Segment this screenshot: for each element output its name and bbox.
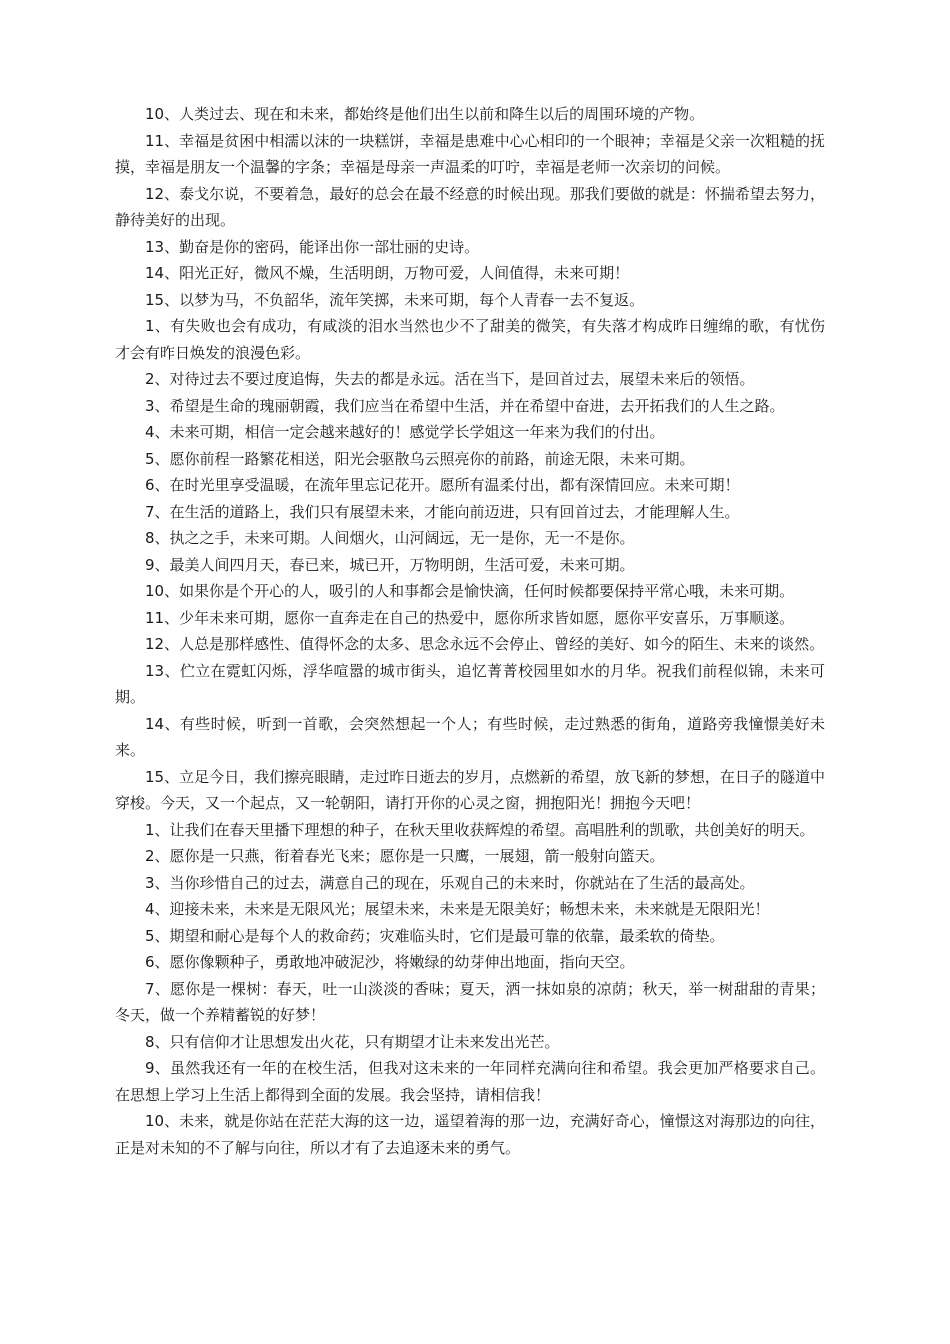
paragraph: 13、伫立在霓虹闪烁，浮华喧嚣的城市街头，追忆菁菁校园里如水的月华。祝我们前程似锦，未来可期。 (115, 661, 825, 706)
paragraph: 1、有失败也会有成功，有咸淡的泪水当然也少不了甜美的微笑，有失落才构成昨日缠绵的歌，有忧伤才会有昨日焕发的浪漫色彩。 (115, 317, 825, 362)
paragraph: 4、迎接未来，未来是无限风光；展望未来，未来是无限美好；畅想未来，未来就是无限阳光！ (145, 900, 770, 918)
paragraph: 2、愿你是一只燕，衔着春光飞来；愿你是一只鹰，一展翅，箭一般射向篮天。 (145, 847, 665, 865)
paragraph: 14、阳光正好，微风不燥，生活明朗，万物可爱，人间值得，未来可期！ (145, 264, 630, 282)
document-body (115, 101, 825, 1161)
paragraph: 9、虽然我还有一年的在校生活，但我对这未来的一年同样充满向往和希望。我会更加严格要求自己。在思想上学习上生活上都得到全面的发展。我会坚持，请相信我！ (115, 1059, 825, 1104)
paragraph: 1、让我们在春天里播下理想的种子，在秋天里收获辉煌的希望。高唱胜利的凯歌，共创美好的明天。 (145, 820, 815, 839)
paragraph: 10、人类过去、现在和未来，都始终是他们出生以前和降生以后的周围环境的产物。 (145, 105, 705, 123)
paragraph: 2、对待过去不要过度追悔，失去的都是永远。活在当下，是回首过去，展望未来后的领悟。 (145, 370, 755, 388)
paragraph: 11、少年未来可期，愿你一直奔走在自己的热爱中，愿你所求皆如愿，愿你平安喜乐，万事顺遂。 (145, 608, 795, 627)
paragraph: 5、期望和耐心是每个人的救命药；灾难临头时，它们是最可靠的依靠，最柔软的倚垫。 (145, 926, 725, 945)
paragraph: 11、幸福是贫困中相濡以沫的一块糕饼，幸福是患难中心心相印的一个眼神；幸福是父亲一次粗糙的抚摸，幸福是朋友一个温馨的字条；幸福是母亲一声温柔的叮咛，幸福是老师一次亲切的问候。 (115, 131, 825, 176)
paragraph: 14、有些时候，听到一首歌，会突然想起一个人；有些时候，走过熟悉的街角，道路旁我憧憬美好未来。 (115, 714, 825, 759)
paragraph: 12、泰戈尔说，不要着急，最好的总会在最不经意的时候出现。那我们要做的就是：怀揣希望去努力，静待美好的出现。 (115, 184, 825, 229)
paragraph: 5、愿你前程一路繁花相送，阳光会驱散乌云照亮你的前路，前途无限，未来可期。 (145, 449, 695, 468)
paragraph: 3、当你珍惜自己的过去，满意自己的现在，乐观自己的未来时，你就站在了生活的最高处。 (145, 873, 755, 892)
paragraph: 6、在时光里享受温暖，在流年里忘记花开。愿所有温柔付出，都有深情回应。未来可期！ (145, 476, 740, 494)
paragraph: 8、执之之手，未来可期。人间烟火，山河阔远，无一是你，无一不是你。 (145, 529, 635, 547)
paragraph: 7、愿你是一棵树：春天，吐一山淡淡的香味；夏天，洒一抹如泉的凉荫；秋天，举一树甜甜的青果；冬天，做一个养精蓄锐的好梦！ (115, 979, 825, 1024)
paragraph: 12、人总是那样感性、值得怀念的太多、思念永远不会停止、曾经的美好、如今的陌生、未来的谈然。 (145, 635, 825, 653)
paragraph: 3、希望是生命的瑰丽朝霞，我们应当在希望中生活，并在希望中奋进，去开拓我们的人生之路。 (145, 396, 785, 415)
paragraph: 10、如果你是个开心的人，吸引的人和事都会是愉快滴，任何时候都要保持平常心哦，未来可期。 (145, 582, 795, 600)
paragraph: 15、以梦为马，不负韶华，流年笑掷，未来可期，每个人青春一去不复返。 (145, 290, 645, 309)
paragraph: 9、最美人间四月天，春已来，城已开，万物明朗，生活可爱，未来可期。 (145, 555, 635, 574)
paragraph: 8、只有信仰才让思想发出火花，只有期望才让未来发出光芒。 (145, 1032, 560, 1051)
paragraph: 10、未来，就是你站在茫茫大海的这一边，遥望着海的那一边，充满好奇心，憧憬这对海那边的向往，正是对未知的不了解与向往，所以才有了去追逐未来的勇气。 (115, 1112, 825, 1157)
paragraph: 6、愿你像颗种子，勇敢地冲破泥沙，将嫩绿的幼芽伸出地面，指向天空。 (145, 953, 635, 971)
paragraph: 7、在生活的道路上，我们只有展望未来，才能向前迈进，只有回首过去，才能理解人生。 (145, 502, 740, 521)
paragraph: 4、未来可期，相信一定会越来越好的！感觉学长学姐这一年来为我们的付出。 (145, 423, 665, 441)
paragraph: 13、勤奋是你的密码，能译出你一部壮丽的史诗。 (145, 237, 480, 256)
paragraph: 15、立足今日，我们擦亮眼睛，走过昨日逝去的岁月，点燃新的希望，放飞新的梦想，在日子的隧道中穿梭。今天，又一个起点，又一轮朝阳，请打开你的心灵之窗，拥抱阳光！拥抱今天吧！ (115, 767, 825, 812)
